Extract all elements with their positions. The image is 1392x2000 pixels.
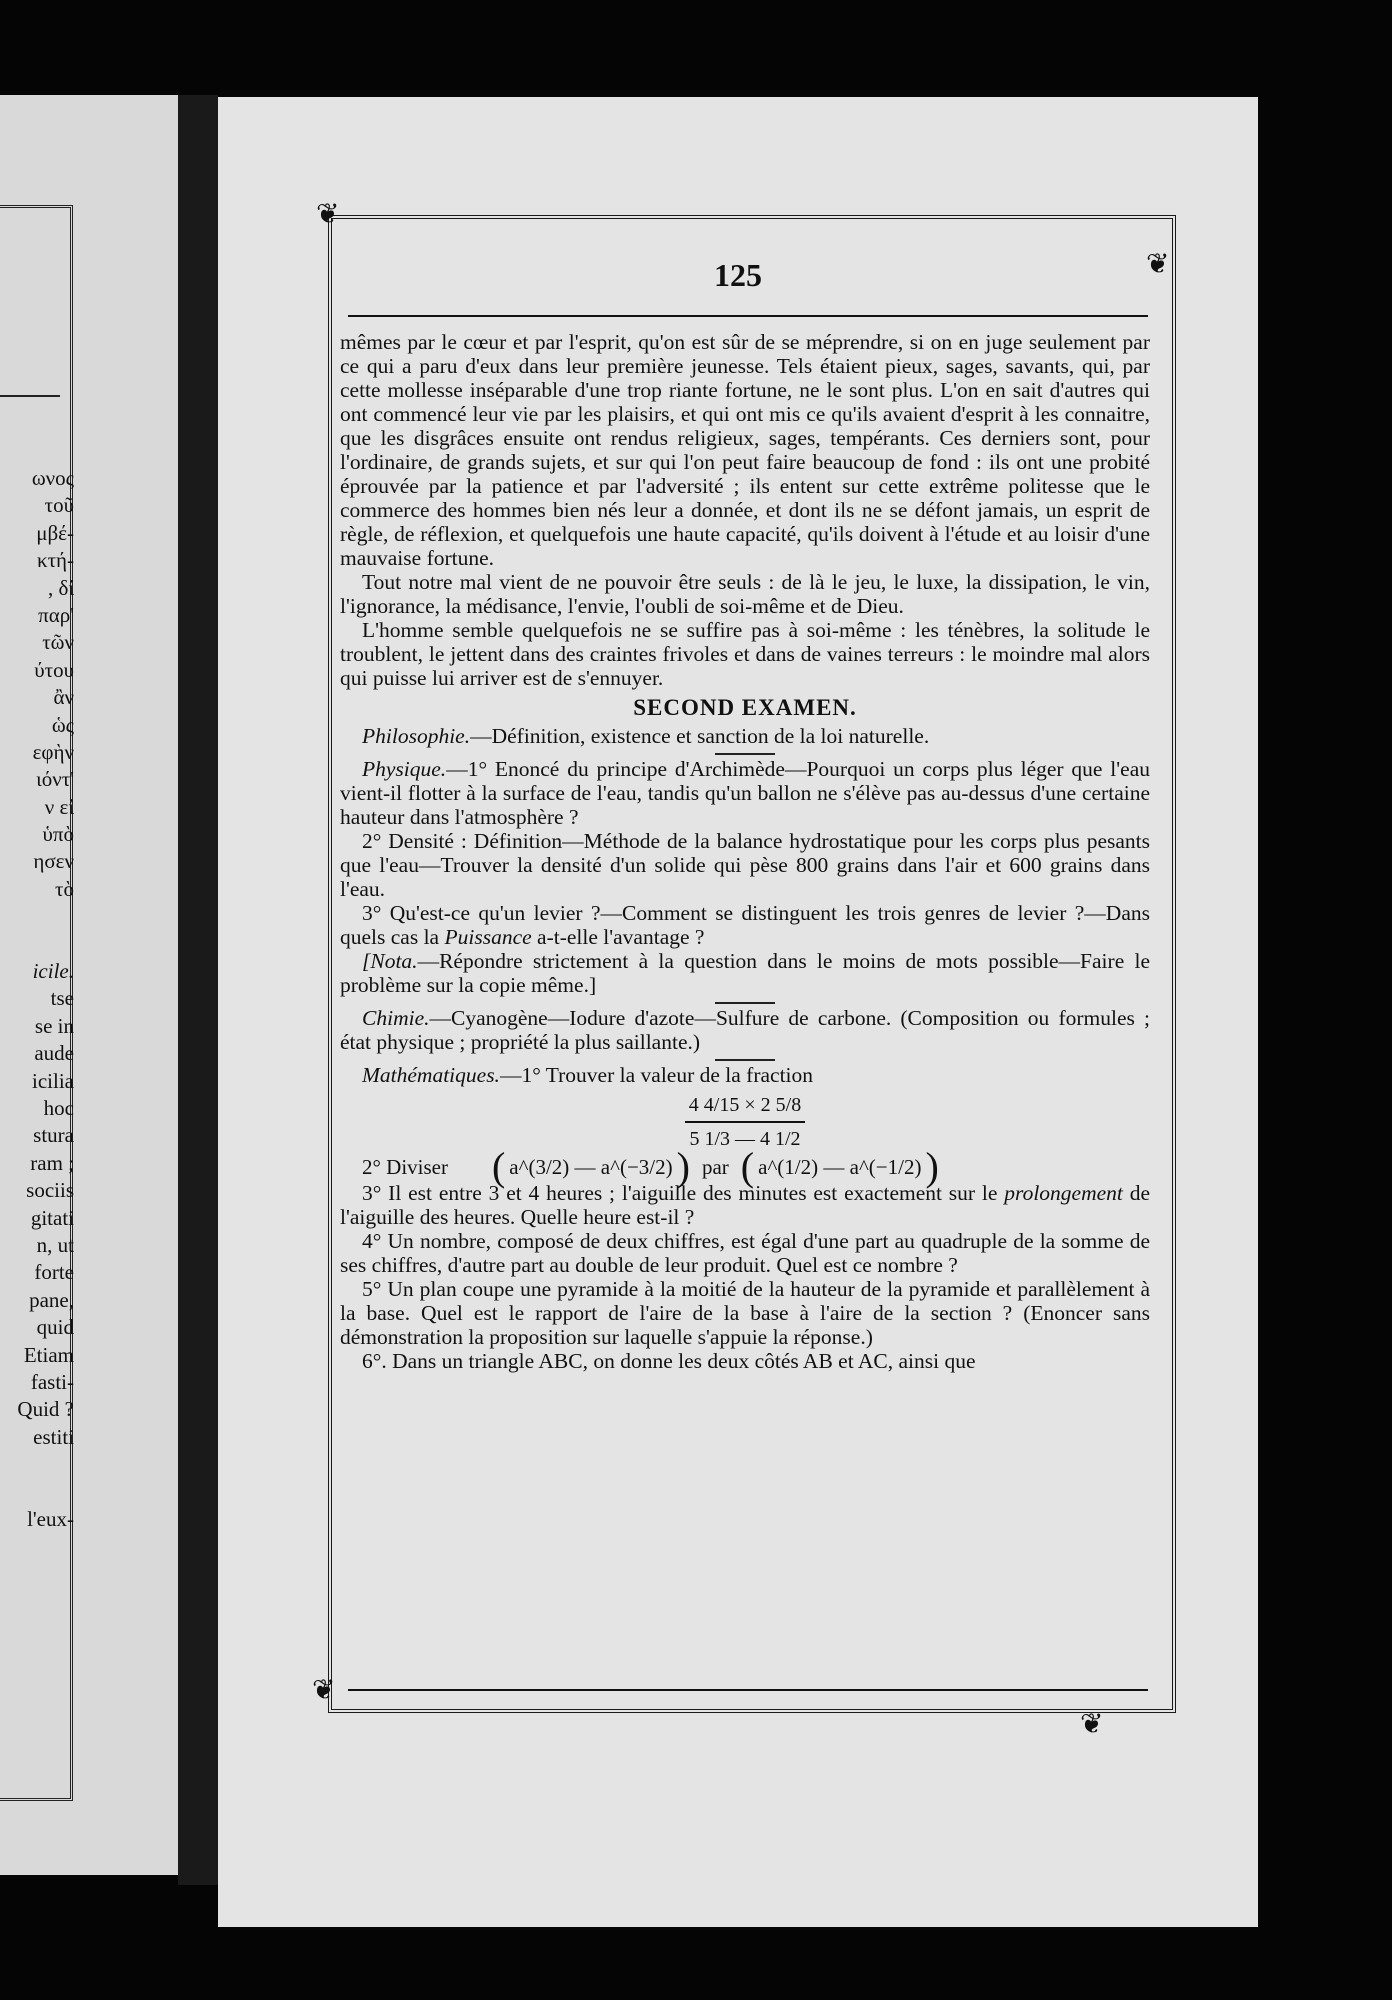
corner-ornament-bottom-right: ❦ xyxy=(1080,1709,1104,1740)
math-label: Mathématiques. xyxy=(362,1063,500,1087)
open-paren: ( xyxy=(740,1144,755,1189)
page-body xyxy=(340,330,1150,1373)
right-page xyxy=(218,97,1258,1927)
left-page-fragment: ιόντ' xyxy=(36,767,74,792)
math-question-3 xyxy=(340,1181,1150,1229)
physique-q1-text: —1° Enoncé du principe d'Archimède—Pourquoi un corps plus léger que l'eau vient-il flotter à la surface de l'eau, tandis qu'un ballon ne s'élève pas au-dessus d'une certaine hauteur dans l'atmosphère ? xyxy=(340,757,1150,829)
left-page-fragment: l'eux- xyxy=(27,1506,74,1531)
left-page-fragment: Etiam xyxy=(23,1342,74,1367)
nota-label: [Nota. xyxy=(362,949,418,973)
physique-q3-italic: Puissance xyxy=(444,925,532,949)
philosophie-label: Philosophie. xyxy=(362,724,471,748)
left-page-fragment: , δί xyxy=(47,575,74,600)
left-page-fragment xyxy=(6,1451,74,1478)
left-page-fragment: aude xyxy=(34,1041,74,1066)
math-q1-text: —1° Trouver la valeur de la fraction xyxy=(499,1063,814,1087)
math-question-4: 4° Un nombre, composé de deux chiffres, est égal d'une part au quadruple de la somme de ses chiffres, d'autre part au double de leur produit. Quel est ce nombre ? xyxy=(340,1229,1150,1277)
close-paren: ) xyxy=(925,1144,939,1189)
left-page-fragment: stura xyxy=(33,1123,74,1148)
header-rule xyxy=(348,315,1148,317)
footer-rule xyxy=(348,1689,1148,1691)
philosophie-text: —Définition, existence et sanction de la loi naturelle. xyxy=(470,724,930,748)
left-page-fragment xyxy=(6,931,74,958)
separator xyxy=(715,1059,775,1061)
paragraph-continued: mêmes par le cœur et par l'esprit, qu'on est sûr de se méprendre, si on en juge seulement par ce qui a paru d'eux dans leur première jeunesse. Tels étaient pieux, sages, savants, qui, par cette mollesse inséparable d'une trop riante fortune, ne le sont plus. L'on en sait d'autres qui ont commencé leur vie par les plaisirs, et qui ont mis ce qu'ils avaient d'esprit à les connaitre, que les disgrâces ensuite ont rendus religieux, sages, tempérants. Ces derniers sont, pour l'ordinaire, de grands sujets, et sur qui l'on peut faire beaucoup de fond : ils ont une probité éprouvée par la patience et par l'adversité ; ils entent sur cette extrême politesse que le commerce des hommes bien nés leur a donnée, et dont ils ne se défont jamais, un esprit de règle, de réflexion, et quelquefois une haute capacité, qu'ils doivent à l'étude et au loisir d'une mauvaise fortune. xyxy=(340,330,1150,570)
left-page-fragment: forte xyxy=(34,1260,74,1285)
left-page-rule xyxy=(0,395,60,397)
physique-question-3 xyxy=(340,901,1150,949)
paragraph: L'homme semble quelquefois ne se suffire pas à soi-même : les ténèbres, la solitude le troublent, le jettent dans des craintes frivoles et dans de vaines terreurs : le moindre mal alors qui puisse lui arriver est de s'ennuyer. xyxy=(340,618,1150,690)
math-q2-expression-2: a^(1/2) — a^(−1/2) xyxy=(758,1155,922,1179)
left-page-fragment: icile. xyxy=(32,959,74,984)
math-q2-par: par xyxy=(701,1155,729,1179)
math-question-6: 6°. Dans un triangle ABC, on donne les deux côtés AB et AC, ainsi que xyxy=(362,1349,976,1373)
fraction-numerator: 4 4/15 × 2 5/8 xyxy=(688,1094,802,1116)
math-q2-label: 2° Diviser xyxy=(362,1155,448,1179)
left-page-fragment: Quid ? xyxy=(17,1397,74,1422)
chimie-label: Chimie. xyxy=(362,1006,430,1030)
left-page-fragment: hoc xyxy=(43,1095,74,1120)
left-page-fragment: icilia xyxy=(32,1068,74,1093)
physique-nota xyxy=(340,949,1150,997)
math-question-5: 5° Un plan coupe une pyramide à la moitié de la hauteur de la pyramide et parallèlement à la base. Quel est le rapport de l'aire de la base à l'aire de la section ? (Enoncer sans démonstration la proposition sur laquelle s'appuie la réponse.) xyxy=(340,1277,1150,1349)
left-page-fragment: ωνος xyxy=(31,466,74,490)
left-page xyxy=(0,95,178,1875)
left-page-fragment: εφὴν xyxy=(32,739,74,764)
corner-ornament-top-right: ❦ xyxy=(1146,249,1170,280)
section-title: SECOND EXAMEN. xyxy=(633,695,857,720)
paragraph: Tout notre mal vient de ne pouvoir être seuls : de là le jeu, le luxe, la dissipation, le vin, l'ignorance, la médisance, l'envie, l'oubli de soi-même et de Dieu. xyxy=(340,570,1150,618)
math-q3-text: 3° Il est entre 3 et 4 heures ; l'aiguille des minutes est exactement sur le xyxy=(362,1181,1005,1205)
left-page-fragment: ύτου xyxy=(34,657,74,682)
fraction-bar xyxy=(685,1121,805,1123)
left-page-fragment: n, ut xyxy=(36,1232,74,1257)
close-paren: ) xyxy=(676,1144,690,1189)
philosophie-question xyxy=(340,724,1150,748)
chimie-question xyxy=(340,1006,1150,1054)
left-page-fragment: pane, xyxy=(29,1287,74,1312)
left-page-fragment: ram ; xyxy=(30,1150,74,1175)
physique-label: Physique. xyxy=(362,757,447,781)
left-page-fragment: τοῦ xyxy=(44,493,74,518)
nota-text: —Répondre strictement à la question dans le moins de mots possible—Faire le problème sur la copie même.] xyxy=(340,949,1150,997)
left-page-fragment: ἂν xyxy=(53,685,74,710)
left-page-fragment: gitati xyxy=(30,1205,74,1230)
left-page-fragment: κτή- xyxy=(37,548,74,573)
math-q3-end: de l'aiguille des heures. Quelle heure est-il ? xyxy=(340,1181,1151,1229)
left-page-fragment: ὑπὸ xyxy=(42,822,74,847)
book-gutter xyxy=(178,95,218,1885)
left-page-fragment: quid xyxy=(36,1315,74,1340)
physique-q3-end: a-t-elle l'avantage ? xyxy=(531,925,705,949)
math-q3-italic: prolongement xyxy=(1004,1181,1123,1205)
left-page-fragment xyxy=(6,903,74,930)
left-page-text-fragments xyxy=(6,465,74,1533)
left-page-fragment: ησεν xyxy=(33,849,74,874)
left-page-fragment: τῶν xyxy=(42,630,74,655)
left-page-fragment: ν εἰ xyxy=(44,794,74,819)
math-q2-expression-1: a^(3/2) — a^(−3/2) xyxy=(509,1155,673,1179)
left-page-fragment xyxy=(6,1478,74,1505)
separator xyxy=(715,1002,775,1004)
corner-ornament-top-left: ❦ xyxy=(316,199,340,230)
left-page-fragment: fasti- xyxy=(30,1369,74,1394)
physique-question-1 xyxy=(340,757,1150,829)
separator xyxy=(715,753,775,755)
left-page-fragment: μβέ- xyxy=(36,520,74,545)
chimie-text: —Cyanogène—Iodure d'azote—Sulfure de carbone. (Composition ou formules ; état physique ; propriété la plus saillante.) xyxy=(340,1006,1150,1054)
math-question-1 xyxy=(340,1063,1150,1087)
corner-ornament-bottom-left: ❦ xyxy=(312,1675,336,1706)
left-page-fragment: ὡς xyxy=(51,712,74,737)
left-page-fragment: τὸ xyxy=(55,876,74,901)
open-paren: ( xyxy=(491,1144,506,1189)
physique-q3-text: 3° Qu'est-ce qu'un levier ?—Comment se distinguent les trois genres de levier ?—Dans quels cas la xyxy=(340,901,1150,949)
math-fraction xyxy=(340,1093,1150,1151)
page-number: 125 xyxy=(714,257,762,293)
physique-question-2: 2° Densité : Définition—Méthode de la balance hydrostatique pour les corps plus pesants que l'eau—Trouver la densité d'un solide qui pèse 800 grains dans l'air et 600 grains dans l'eau. xyxy=(340,829,1150,901)
left-page-fragment: sociis xyxy=(26,1178,74,1203)
left-page-fragment: estiti xyxy=(33,1424,74,1449)
left-page-fragment: tse xyxy=(50,986,74,1011)
math-question-2 xyxy=(340,1144,1150,1189)
left-page-fragment: se in xyxy=(34,1013,74,1038)
fraction-denominator: 5 1/3 — 4 1/2 xyxy=(689,1128,801,1150)
left-page-fragment: παρ' xyxy=(38,602,74,627)
